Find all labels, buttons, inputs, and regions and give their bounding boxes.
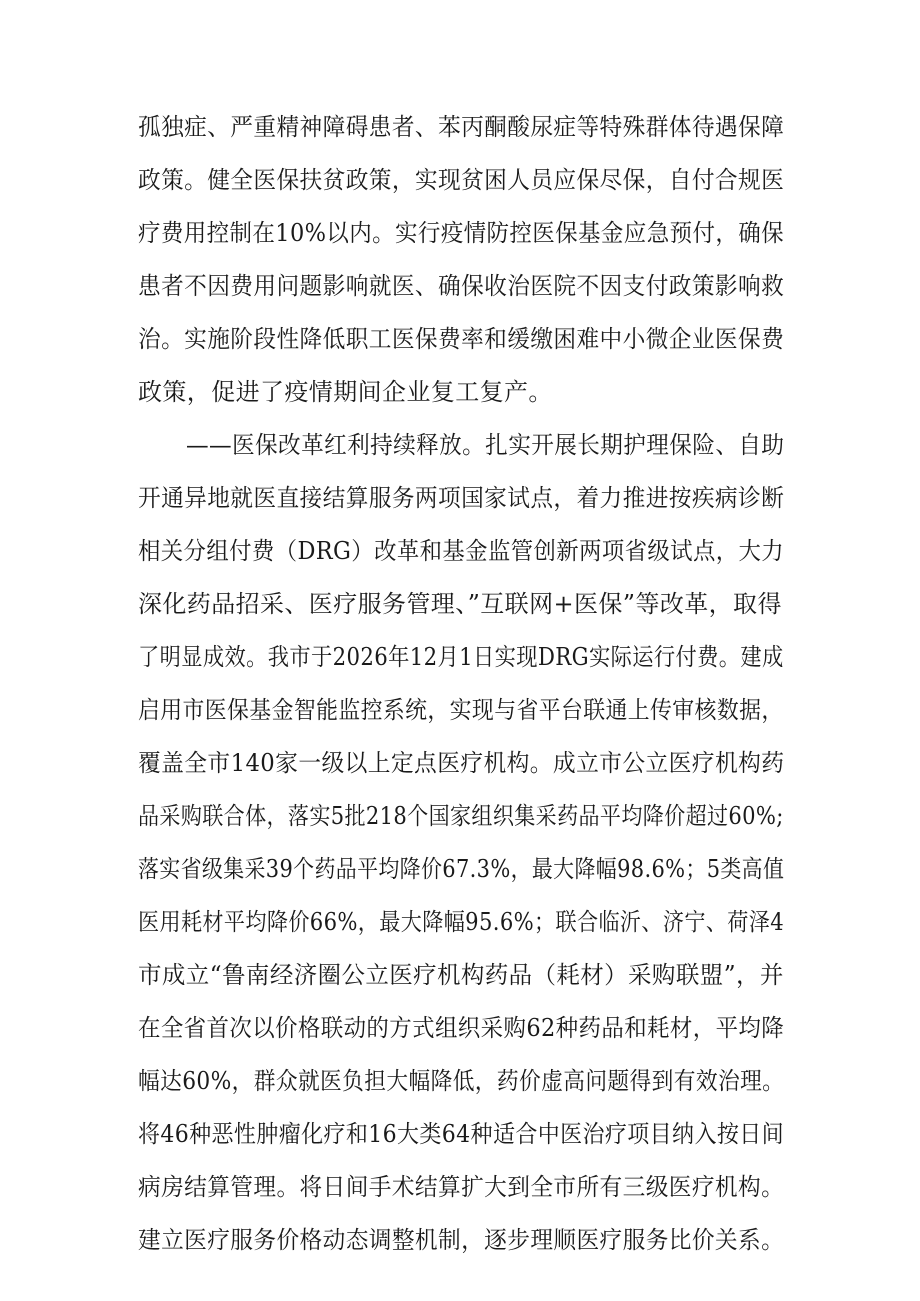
- paragraph-heading-line: ——医保改革红利持续释放。扎实开展长期护理保险、自助: [186, 431, 785, 459]
- text-line: 幅达60%，群众就医负担大幅降低，药价虚高问题得到有效治理。: [138, 1067, 785, 1095]
- text-line: 医用耗材平均降价66%，最大降幅95.6%；联合临沂、济宁、荷泽4: [138, 908, 785, 936]
- text-line: 启用市医保基金智能监控系统，实现与省平台联通上传审核数据，: [138, 696, 784, 724]
- text-line: 将46种恶性肿瘤化疗和16大类64种适合中医治疗项目纳入按日间: [138, 1120, 785, 1148]
- text-line: 治。实施阶段性降低职工医保费率和缓缴困难中小微企业医保费: [138, 325, 785, 353]
- text-line: 病房结算管理。将日间手术结算扩大到全市所有三级医疗机构。: [138, 1173, 785, 1201]
- text-line: 疗费用控制在10%以内。实行疫情防控医保基金应急预付，确保: [138, 219, 784, 247]
- text-line: 政策。健全医保扶贫政策，实现贫困人员应保尽保，自付合规医: [138, 166, 785, 194]
- text-line: 品采购联合体，落实5批218个国家组织集采药品平均降价超过60%;: [138, 802, 784, 830]
- text-line: 相关分组付费（DRG）改革和基金监管创新两项省级试点，大力: [138, 537, 785, 565]
- text-line: 在全省首次以价格联动的方式组织采购62种药品和耗材，平均降: [138, 1014, 785, 1042]
- text-line: 孤独症、严重精神障碍患者、苯丙酮酸尿症等特殊群体待遇保障: [138, 113, 785, 141]
- text-line: 落实省级集采39个药品平均降价67.3%，最大降幅98.6%；5类高值: [138, 855, 785, 883]
- text-line: 政策，促进了疫情期间企业复工复产。: [138, 378, 553, 406]
- text-line: 患者不因费用问题影响就医、确保收治医院不因支付政策影响救: [138, 272, 785, 300]
- text-line: 了明显成效。我市于2026年12月1日实现DRG实际运行付费。建成: [138, 643, 784, 671]
- text-line: 覆盖全市140家一级以上定点医疗机构。成立市公立医疗机构药: [138, 749, 785, 777]
- text-line: 开通异地就医直接结算服务两项国家试点，着力推进按疾病诊断: [138, 484, 785, 512]
- text-line: 深化药品招采、医疗服务管理、”互联网+医保”等改革，取得: [138, 590, 782, 618]
- text-line: 市成立“鲁南经济圈公立医疗机构药品（耗材）采购联盟”，并: [138, 961, 784, 989]
- text-line: 建立医疗服务价格动态调整机制，逐步理顺医疗服务比价关系。: [138, 1226, 785, 1254]
